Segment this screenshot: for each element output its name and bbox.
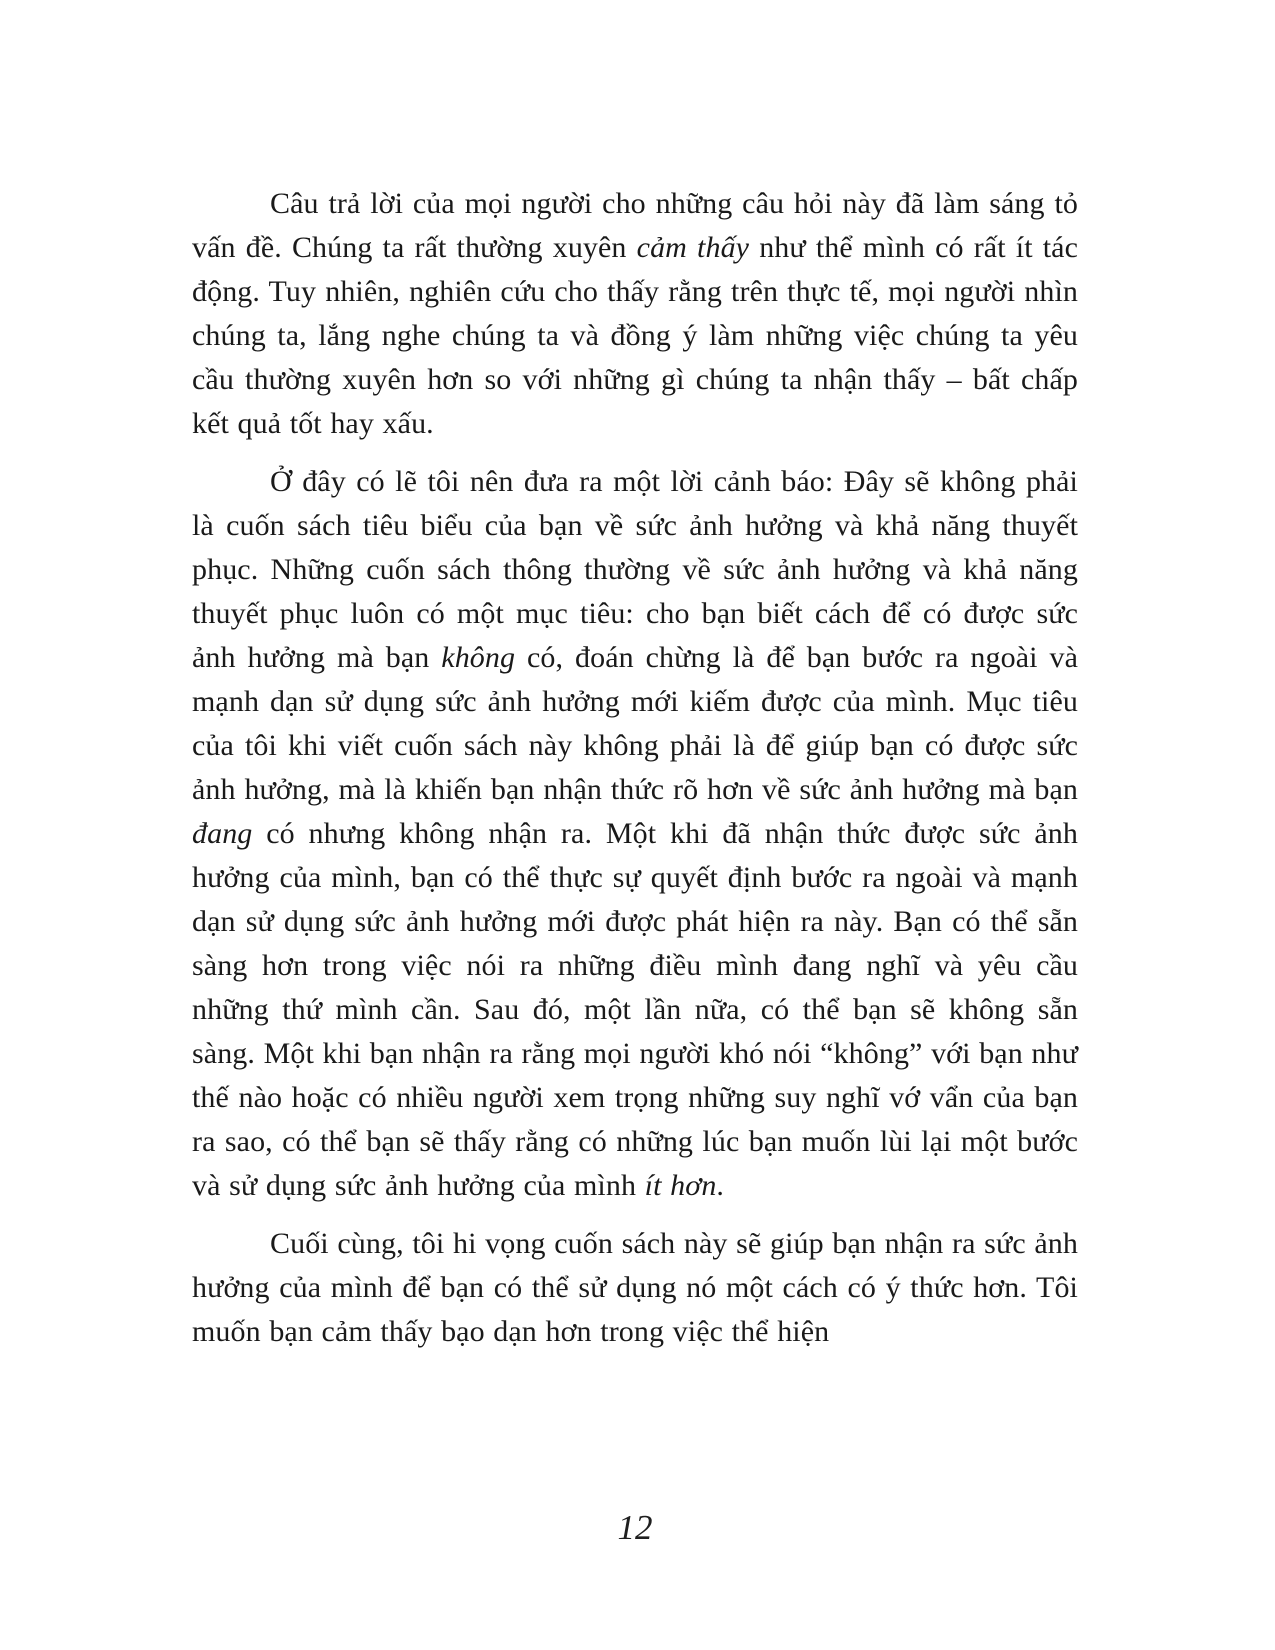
page-number: 12 [617,1508,653,1547]
italic-text-segment: cảm thấy [636,231,750,264]
text-segment: Cuối cùng, tôi hi vọng cuốn sách này sẽ giúp bạn nhận ra sức ảnh hưởng của mình để bạn có thể sử dụng nó một cách có ý thức hơn. Tôi muốn bạn cảm thấy bạo dạn hơn trong việc thể hiện [192,1227,1078,1348]
paragraph [192,182,1078,446]
text-segment: Ở đây có lẽ tôi nên đưa ra một lời cảnh báo: Đây sẽ không phải là cuốn sách tiêu biểu của bạn về sức ảnh hưởng và khả năng thuyết phục. Những cuốn sách thông thường về sức ảnh hưởng và khả năng thuyết phục luôn có một mục tiêu: cho bạn biết cách để có được sức ảnh hưởng mà bạn [192,465,1078,674]
text-segment: . [716,1169,725,1202]
text-segment: Câu trả lời của mọi người cho những câu hỏi này đã làm sáng tỏ vấn đề. Chúng ta rất thường xuyên [192,187,1078,264]
text-block [192,182,1078,1368]
italic-text-segment: không [441,641,516,674]
text-segment: như thể mình có rất ít tác động. Tuy nhiên, nghiên cứu cho thấy rằng trên thực tế, mọi người nhìn chúng ta, lắng nghe chúng ta và đồng ý làm những việc chúng ta yêu cầu thường xuyên hơn so với những gì chúng ta nhận thấy – bất chấp kết quả tốt hay xấu. [192,231,1079,440]
italic-text-segment: ít hơn [644,1169,717,1202]
text-segment: có, đoán chừng là để bạn bước ra ngoài và mạnh dạn sử dụng sức ảnh hưởng mới kiếm được của mình. Mục tiêu của tôi khi viết cuốn sách này không phải là để giúp bạn có được sức ảnh hưởng, mà là khiến bạn nhận thức rõ hơn về sức ảnh hưởng mà bạn [192,641,1078,806]
italic-text-segment: đang [192,817,253,850]
text-segment: có nhưng không nhận ra. Một khi đã nhận thức được sức ảnh hưởng của mình, bạn có thể thực sự quyết định bước ra ngoài và mạnh dạn sử dụng sức ảnh hưởng mới được phát hiện ra này. Bạn có thể sẵn sàng hơn trong việc nói ra những điều mình đang nghĩ và yêu cầu những thứ mình cần. Sau đó, một lần nữa, có thể bạn sẽ không sẵn sàng. Một khi bạn nhận ra rằng mọi người khó nói “không” với bạn như thế nào hoặc có nhiều người xem trọng những suy nghĩ vớ vẩn của bạn ra sao, có thể bạn sẽ thấy rằng có những lúc bạn muốn lùi lại một bước và sử dụng sức ảnh hưởng của mình [192,817,1078,1202]
paragraph [192,460,1078,1208]
paragraph [192,1222,1078,1354]
